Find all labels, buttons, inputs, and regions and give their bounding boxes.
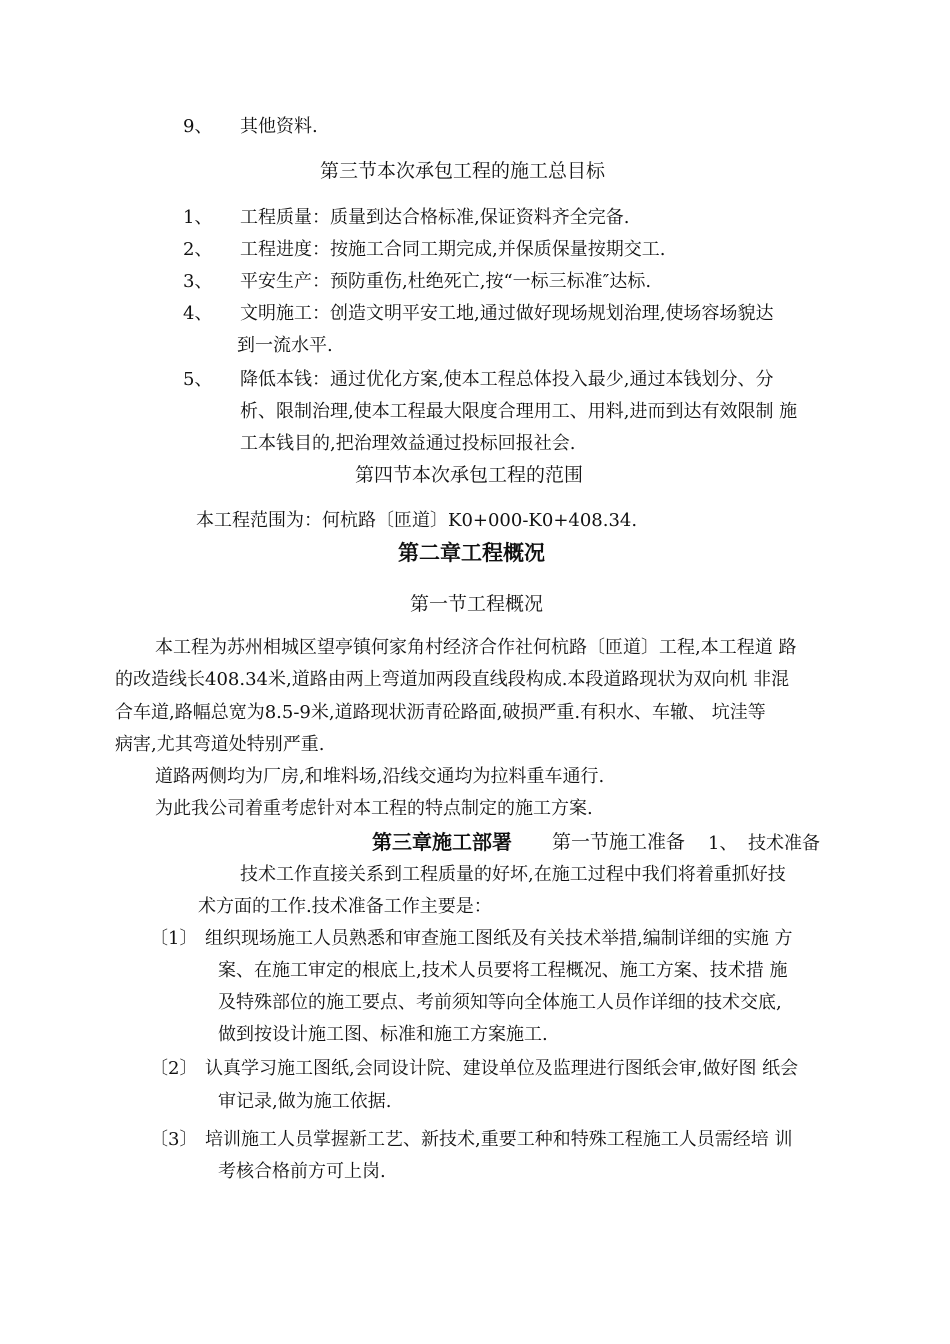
tech-item-text: 培训施工人员掌握新工艺、新技术,重要工种和特殊工程施工人员需经培 训 (205, 1129, 793, 1150)
goal-text: 到一流水平. (237, 335, 333, 356)
overview-line: 为此我公司着重考虑针对本工程的特点制定的施工方案. (155, 798, 593, 819)
goal-number: 5、 (183, 369, 213, 390)
overview-line: 合车道,路幅总宽为8.5-9米,道路现状沥青砼路面,破损严重.有积水、车辙、 坑洼等 (115, 702, 766, 723)
overview-line: 病害,尤其弯道处特别严重. (115, 734, 325, 755)
item-number: 9、 (183, 116, 213, 137)
goal-number: 2、 (183, 239, 213, 260)
goal-text: 降低本钱：通过优化方案,使本工程总体投入最少,通过本钱划分、分 (240, 369, 774, 390)
tech-intro-line: 技术工作直接关系到工程质量的好坏,在施工过程中我们将着重抓好技 (240, 864, 786, 885)
tech-item-text: 审记录,做为施工依据. (218, 1091, 392, 1112)
goal-text: 工程质量：质量到达合格标准,保证资料齐全完备. (240, 207, 630, 228)
section-title: 第一节工程概况 (410, 593, 544, 615)
overview-line: 的改造线长408.34米,道路由两上弯道加两段直线段构成.本段道路现状为双向机 非混 (115, 669, 790, 690)
overview-line: 本工程为苏州相城区望亭镇何家角村经济合作社何杭路〔匝道〕工程,本工程道 路 (155, 637, 797, 658)
section-title: 第四节本次承包工程的范围 (355, 464, 584, 486)
chapter-title: 第三章施工部署 (372, 830, 512, 854)
item-text: 其他资料. (240, 116, 318, 137)
section-title: 第三节本次承包工程的施工总目标 (320, 160, 606, 182)
item-number: 1、 (708, 833, 738, 854)
tech-item-text: 案、在施工审定的根底上,技术人员要将工程概况、施工方案、技术措 施 (218, 960, 788, 981)
tech-item-text: 认真学习施工图纸,会同设计院、建设单位及监理进行图纸会审,做好图 纸会 (205, 1058, 799, 1079)
scope-text: 本工程范围为：何杭路〔匝道〕K0+000-K0+408.34. (196, 510, 638, 531)
section-title: 第一节施工准备 (552, 831, 686, 853)
overview-line: 道路两侧均为厂房,和堆料场,沿线交通均为拉料重车通行. (155, 766, 605, 787)
goal-number: 4、 (183, 303, 213, 324)
tech-item-number: 〔3〕 (150, 1129, 198, 1150)
goal-number: 1、 (183, 207, 213, 228)
goal-text: 平安生产：预防重伤,杜绝死亡,按“一标三标准″达标. (240, 271, 652, 292)
tech-item-text: 做到按设计施工图、标准和施工方案施工. (218, 1024, 548, 1045)
tech-item-number: 〔1〕 (150, 928, 198, 949)
goal-text: 文明施工：创造文明平安工地,通过做好现场规划治理,使场容场貌达 (240, 303, 774, 324)
goal-number: 3、 (183, 271, 213, 292)
chapter-title: 第二章工程概况 (398, 541, 545, 565)
tech-item-text: 及特殊部位的施工要点、考前须知等向全体施工人员作详细的技术交底, (218, 992, 782, 1013)
tech-intro-line: 术方面的工作.技术准备工作主要是： (198, 896, 492, 917)
item-heading: 技术准备 (748, 833, 820, 854)
goal-text: 工程进度：按施工合同工期完成,并保质保量按期交工. (240, 239, 666, 260)
tech-item-text: 考核合格前方可上岗. (218, 1161, 386, 1182)
tech-item-number: 〔2〕 (150, 1058, 198, 1079)
goal-text: 工本钱目的,把治理效益通过投标回报社会. (240, 433, 576, 454)
goal-text: 析、限制治理,使本工程最大限度合理用工、用料,进而到达有效限制 施 (240, 401, 798, 422)
tech-item-text: 组织现场施工人员熟悉和审查施工图纸及有关技术举措,编制详细的实施 方 (205, 928, 793, 949)
